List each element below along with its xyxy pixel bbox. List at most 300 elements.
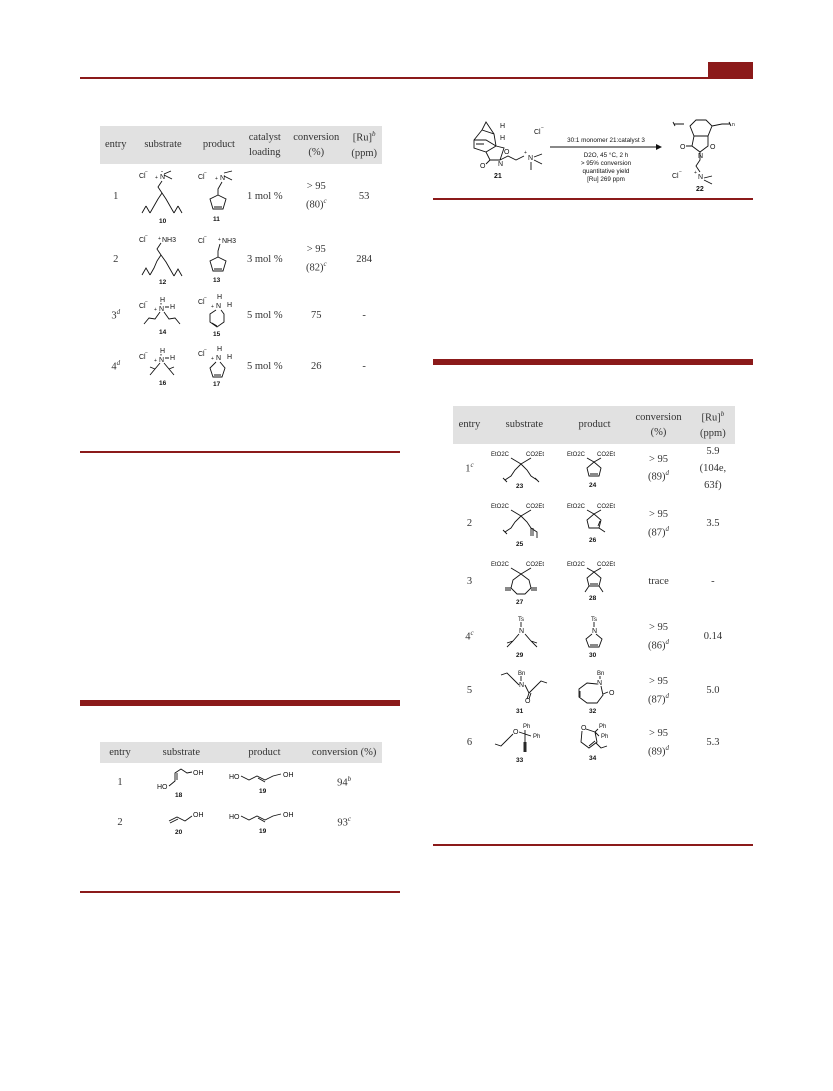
svg-text:34: [589, 755, 597, 762]
entry-cell: [100, 230, 132, 290]
reaction-arrow: [550, 144, 662, 150]
svg-text:H: [227, 354, 232, 361]
product-cell: [563, 494, 627, 554]
footnote-marker: c: [347, 815, 351, 824]
table-2: [100, 742, 382, 843]
atom-label: CO2Et: [596, 562, 615, 569]
svg-text:HO: [157, 784, 168, 791]
entry-value: 2: [466, 517, 473, 529]
scheme-bottom-rule: [433, 198, 753, 200]
atom-label: EtO2C: [491, 562, 510, 569]
col-ru-label: [Ru]: [701, 412, 721, 424]
footnote-marker: d: [116, 358, 121, 367]
substrate-cell: [486, 664, 563, 718]
atom-label: Cl: [197, 237, 205, 245]
svg-text:Ph: [533, 734, 540, 740]
svg-text:18: [175, 792, 183, 799]
conversion-value: 26: [311, 360, 322, 372]
conversion-value: > 95: [649, 675, 669, 687]
svg-text:H: [227, 302, 232, 309]
svg-text:−: −: [203, 233, 207, 240]
ru-cell: [691, 718, 735, 768]
conversion-value: > 95: [649, 508, 669, 520]
conversion-value: trace: [648, 575, 669, 587]
compound-id: 29: [516, 652, 524, 660]
svg-text:OH: [193, 812, 204, 819]
table-row: [453, 554, 735, 610]
compound-id: 21: [494, 173, 502, 180]
entry-value: 1: [113, 190, 119, 202]
table-2-header: [100, 742, 382, 763]
atom-label: O: [680, 144, 686, 151]
svg-text:H: [500, 123, 505, 130]
col-conversion: conversion (%): [626, 406, 690, 444]
conversion-value: > 95: [306, 244, 326, 256]
atom-label: HO: [157, 784, 168, 792]
entry-cell: [100, 803, 140, 843]
svg-text:+: +: [694, 170, 697, 176]
ru-cell: [346, 290, 382, 342]
isolated-yield: (89): [648, 746, 666, 758]
compound-id: 11: [212, 215, 220, 223]
svg-text:16: [159, 380, 167, 387]
col-ru-unit: (ppm): [351, 147, 377, 159]
ru-value: -: [362, 309, 366, 321]
atom-label: Cl: [138, 172, 146, 180]
col-substrate: substrate: [140, 742, 223, 763]
svg-text:H: [160, 297, 165, 304]
atom-label: N: [698, 174, 704, 181]
atom-label: Ph: [523, 724, 531, 731]
atom-label: OH: [193, 770, 204, 778]
isolated-yield: (87): [648, 694, 666, 706]
atom-label: H: [226, 353, 232, 361]
svg-text:−: −: [203, 169, 207, 176]
svg-text:−: −: [144, 298, 148, 305]
polymer-22-structure: [672, 120, 735, 193]
compound-id: 12: [158, 278, 167, 286]
conversion-value: > 95: [649, 453, 669, 465]
entry-cell: [100, 164, 132, 230]
compound-id: 19: [259, 828, 267, 836]
ru-cell: [346, 164, 382, 230]
atom-label: N: [159, 173, 166, 181]
atom-label: Cl: [138, 353, 146, 361]
svg-text:HO: [229, 814, 240, 821]
conversion-value: > 95: [306, 181, 326, 193]
svg-text:−: −: [679, 169, 682, 175]
svg-text:EtO2C: [491, 452, 510, 458]
atom-label: O: [580, 725, 586, 733]
svg-text:EtO2C: [491, 504, 510, 510]
svg-text:Ph: [523, 724, 530, 730]
svg-text:n: [732, 122, 735, 128]
entry-cell: [453, 444, 486, 494]
atom-label: N: [158, 356, 165, 364]
col-substrate: substrate: [132, 126, 195, 164]
compound-id: 26: [588, 537, 596, 545]
condition-line-3: > 95% conversion: [580, 160, 632, 167]
conversion-cell: [286, 290, 346, 342]
compound-id: 16: [158, 379, 167, 387]
svg-text:10: [159, 218, 167, 225]
svg-text:13: [213, 277, 221, 284]
atom-label: EtO2C: [491, 452, 510, 459]
svg-text:> 95% conversion: [581, 160, 632, 167]
ru-value: 5.0: [706, 684, 720, 696]
conversion-value: 93: [337, 817, 348, 829]
svg-text:H: [170, 355, 175, 362]
svg-text:H: [217, 346, 222, 353]
compound-id: 33: [516, 757, 524, 765]
col-conversion: conversion (%): [286, 126, 346, 164]
svg-text:H: [160, 348, 165, 355]
svg-text:N: [519, 628, 524, 635]
conversion-cell: [626, 610, 690, 664]
product-structure-30: [567, 613, 623, 661]
atom-label: Cl: [197, 298, 205, 306]
isolated-yield: (80): [305, 199, 324, 211]
product-cell: [194, 230, 243, 290]
atom-label: N: [596, 680, 602, 688]
svg-text:H: [170, 304, 175, 311]
entry-cell: [453, 494, 486, 554]
atom-label: EtO2C: [566, 562, 585, 569]
loading-value: 3 mol %: [247, 253, 283, 265]
entry-cell: [100, 342, 132, 392]
product-cell: [223, 763, 307, 803]
footnote-marker: c: [323, 197, 327, 206]
svg-text:EtO2C: [567, 452, 586, 458]
conversion-cell: [626, 664, 690, 718]
table-3-bottom-rule: [433, 844, 753, 846]
table-row: [453, 718, 735, 768]
svg-text:25: [516, 541, 524, 548]
svg-text:CO2Et: [597, 452, 615, 458]
svg-text:N: [698, 153, 703, 160]
atom-label: N: [528, 155, 534, 162]
atom-label: Ts: [518, 617, 525, 624]
compound-id: 25: [516, 541, 524, 549]
entry-value: 2: [113, 253, 119, 265]
atom-label: H: [169, 354, 176, 362]
condition-line-1: 30:1 monomer 21:catalyst 3: [567, 137, 645, 144]
isolated-yield: (82): [305, 262, 324, 274]
ru-cell: [346, 230, 382, 290]
atom-label: HO: [229, 814, 240, 822]
atom-label: Ts: [590, 617, 597, 624]
svg-text:EtO2C: [567, 562, 586, 568]
ru-cell: [691, 444, 735, 494]
footnote-marker: c: [470, 629, 474, 638]
atom-label: OH: [283, 772, 294, 780]
svg-text:[Ru] 269 ppm: [587, 176, 625, 183]
svg-text:+: +: [217, 236, 221, 243]
substrate-cell: [486, 610, 563, 664]
atom-label: H: [159, 296, 166, 304]
footnote-marker: c: [470, 460, 474, 469]
svg-text:+: +: [214, 175, 218, 182]
atom-label: EtO2C: [491, 504, 510, 511]
svg-text:Ph: [599, 724, 606, 730]
atom-label: N: [498, 161, 504, 168]
atom-label: H: [159, 347, 166, 355]
atom-label: CO2Et: [526, 504, 545, 511]
ru-cell: [346, 342, 382, 392]
svg-text:+: +: [153, 357, 157, 364]
atom-label: Cl: [138, 302, 146, 310]
col-product: product: [194, 126, 243, 164]
compound-id: 15: [212, 330, 221, 338]
counterion: Cl: [534, 129, 541, 136]
col-entry: entry: [100, 742, 140, 763]
svg-text:30: [589, 652, 597, 659]
conversion-cell: [306, 803, 382, 843]
table-row: [100, 290, 382, 342]
entry-value: 4: [111, 361, 117, 373]
substrate-structure-10: [135, 169, 191, 225]
compound-id: 23: [516, 483, 524, 491]
substrate-cell: [132, 290, 195, 342]
svg-text:CO2Et: [526, 504, 544, 510]
page-number-tab: [708, 62, 753, 79]
product-structure-15: [198, 294, 240, 338]
svg-text:N: [498, 161, 503, 168]
entry-value: 5: [466, 684, 473, 696]
svg-text:D2O, 45 °C, 2 h: [584, 151, 629, 159]
svg-text:N: [698, 174, 703, 181]
loading-value: 5 mol %: [247, 309, 283, 321]
product-structure-11: [198, 169, 240, 225]
svg-text:15: [213, 331, 221, 338]
svg-text:+: +: [153, 306, 157, 313]
svg-text:21: [494, 173, 502, 180]
isolated-yield: (87): [648, 527, 666, 539]
svg-text:O: [504, 149, 510, 156]
atom-label: Cl: [197, 173, 205, 181]
product-cell: [194, 290, 243, 342]
product-cell: [194, 342, 243, 392]
table-row: [453, 610, 735, 664]
svg-text:19: [259, 788, 267, 795]
substrate-structure-18: [151, 767, 211, 799]
substrate-structure-16: [135, 347, 191, 387]
atom-label: N: [158, 305, 165, 313]
substrate-structure-33: [489, 720, 559, 766]
table-3: [453, 406, 735, 768]
ru-value: 53: [358, 190, 370, 202]
ru-value: 0.14: [703, 630, 723, 642]
atom-label: N: [519, 682, 525, 690]
atom-label: NH3: [161, 236, 176, 244]
svg-text:30:1 monomer 21:catalyst 3: [567, 137, 645, 144]
table-row: [100, 763, 382, 803]
atom-label: O: [710, 144, 716, 151]
svg-text:29: [516, 652, 524, 659]
ru-cell: [691, 494, 735, 554]
col-conversion: conversion (%): [306, 742, 382, 763]
monomer-21-structure: [474, 122, 544, 180]
ru-value: -: [711, 575, 715, 587]
compound-id: 17: [212, 380, 221, 388]
product-structure-13: [198, 234, 240, 286]
table-2-bottom-rule: [80, 891, 400, 893]
svg-text:OH: [283, 772, 294, 779]
atom-label: OH: [193, 812, 204, 820]
svg-text:O: [581, 725, 587, 732]
svg-text:−: −: [144, 349, 148, 356]
svg-text:CO2Et: [597, 504, 615, 510]
product-cell: [563, 554, 627, 610]
conversion-cell: [306, 763, 382, 803]
loading-value: 1 mol %: [247, 190, 283, 202]
svg-text:+: +: [157, 235, 161, 242]
svg-text:+: +: [154, 174, 158, 181]
table-row: [100, 342, 382, 392]
col-substrate: substrate: [486, 406, 563, 444]
atom-label: Bn: [518, 671, 526, 678]
compound-id: 20: [175, 829, 183, 837]
isolated-yield: (86): [648, 640, 666, 652]
svg-text:32: [589, 708, 597, 715]
svg-text:33: [516, 757, 524, 764]
conversion-value: 75: [311, 309, 322, 321]
atom-label: HO: [229, 774, 240, 782]
svg-text:+: +: [210, 355, 214, 362]
entry-value: 4: [465, 631, 471, 643]
footnote-marker: b: [347, 775, 352, 784]
svg-text:EtO2C: [491, 562, 510, 568]
table-row: [453, 444, 735, 494]
substrate-structure-29: [489, 613, 559, 661]
footnote-marker: d: [665, 524, 670, 533]
svg-text:12: [159, 279, 167, 286]
ru-cell: [691, 610, 735, 664]
product-structure-28: [567, 558, 623, 606]
svg-text:EtO2C: [567, 504, 586, 510]
atom-label: O: [608, 690, 614, 698]
ru-value: 284: [356, 253, 373, 265]
substrate-cell: [486, 718, 563, 768]
svg-text:14: [159, 329, 167, 336]
atom-label: CO2Et: [596, 504, 615, 511]
svg-text:+: +: [524, 150, 527, 156]
atom-label: Cl: [138, 236, 146, 244]
isolated-yield: (89): [648, 471, 666, 483]
substrate-structure-12: [135, 234, 191, 286]
svg-text:−: −: [203, 346, 207, 353]
ru-value: 5.9: [706, 445, 720, 457]
svg-text:17: [213, 381, 221, 388]
substrate-cell: [132, 164, 195, 230]
product-structure-19: [229, 767, 299, 799]
col-ru-sup: b: [720, 410, 725, 418]
atom-label: CO2Et: [526, 452, 545, 459]
ru-value-alt: (104e, 63f): [699, 462, 727, 491]
substrate-cell: [140, 803, 223, 843]
atom-label: O: [525, 698, 531, 706]
svg-text:28: [589, 595, 597, 602]
atom-label: N: [215, 354, 221, 362]
polymerization-scheme: [464, 116, 754, 196]
svg-text:O: [609, 690, 615, 697]
compound-id: 34: [588, 755, 596, 763]
atom-label: Ph: [533, 734, 541, 741]
product-structure-34: [567, 720, 623, 766]
entry-cell: [453, 664, 486, 718]
table-2-top-rule: [80, 700, 400, 706]
svg-text:O: [525, 698, 531, 705]
substrate-structure-25: [489, 500, 559, 548]
conversion-value: > 95: [649, 727, 669, 739]
condition-line-2: D2O, 45 °C, 2 h: [583, 152, 629, 159]
svg-text:O: [710, 144, 716, 151]
substrate-structure-23: [489, 448, 559, 490]
atom-label: Ph: [600, 734, 608, 741]
compound-id: 19: [259, 788, 267, 796]
col-catalyst-loading: catalyst loading: [243, 126, 286, 164]
svg-text:23: [516, 483, 524, 490]
svg-text:CO2Et: [526, 452, 544, 458]
conversion-cell: [286, 230, 346, 290]
table-1: [100, 126, 382, 392]
svg-text:20: [175, 829, 183, 836]
condition-line-4: quantitative yield: [582, 168, 630, 175]
ru-value: 3.5: [706, 517, 720, 529]
substrate-structure-27: [489, 558, 559, 606]
svg-text:Bn: [518, 671, 525, 677]
table-row: [453, 664, 735, 718]
atom-label: O: [480, 163, 486, 170]
col-ru: [346, 126, 382, 164]
compound-id: 14: [158, 328, 167, 336]
svg-text:O: [480, 163, 486, 170]
atom-label: H: [500, 135, 506, 142]
entry-cell: [453, 610, 486, 664]
compound-id: 13: [212, 276, 221, 284]
svg-text:H: [500, 135, 505, 142]
entry-value: 3: [466, 575, 473, 587]
svg-text:−: −: [203, 294, 207, 301]
atom-label: H: [226, 301, 232, 309]
svg-text:22: [696, 186, 704, 193]
substrate-cell: [132, 230, 195, 290]
ru-cell: [691, 554, 735, 610]
entry-value: 2: [117, 816, 123, 828]
conversion-value: > 95: [649, 621, 669, 633]
ru-value: -: [362, 360, 366, 372]
col-entry: entry: [100, 126, 132, 164]
header-rule: [80, 77, 753, 79]
svg-text:CO2Et: [597, 562, 615, 568]
col-ru-label: [Ru]: [352, 132, 373, 144]
footnote-marker: d: [665, 469, 670, 478]
conversion-cell: [626, 444, 690, 494]
atom-label: NH3: [221, 237, 236, 245]
compound-id: 18: [175, 792, 183, 800]
entry-value: 3: [111, 310, 117, 322]
svg-text:O: [680, 144, 686, 151]
substrate-structure-20: [151, 807, 211, 839]
atom-label: H: [216, 345, 222, 353]
atom-label: CO2Et: [596, 452, 615, 459]
atom-label: Cl: [197, 350, 205, 358]
svg-text:OH: [193, 770, 204, 777]
svg-text:HO: [229, 774, 240, 781]
conversion-cell: [286, 164, 346, 230]
counterion: Cl: [672, 173, 679, 180]
svg-text:N: [216, 355, 221, 362]
